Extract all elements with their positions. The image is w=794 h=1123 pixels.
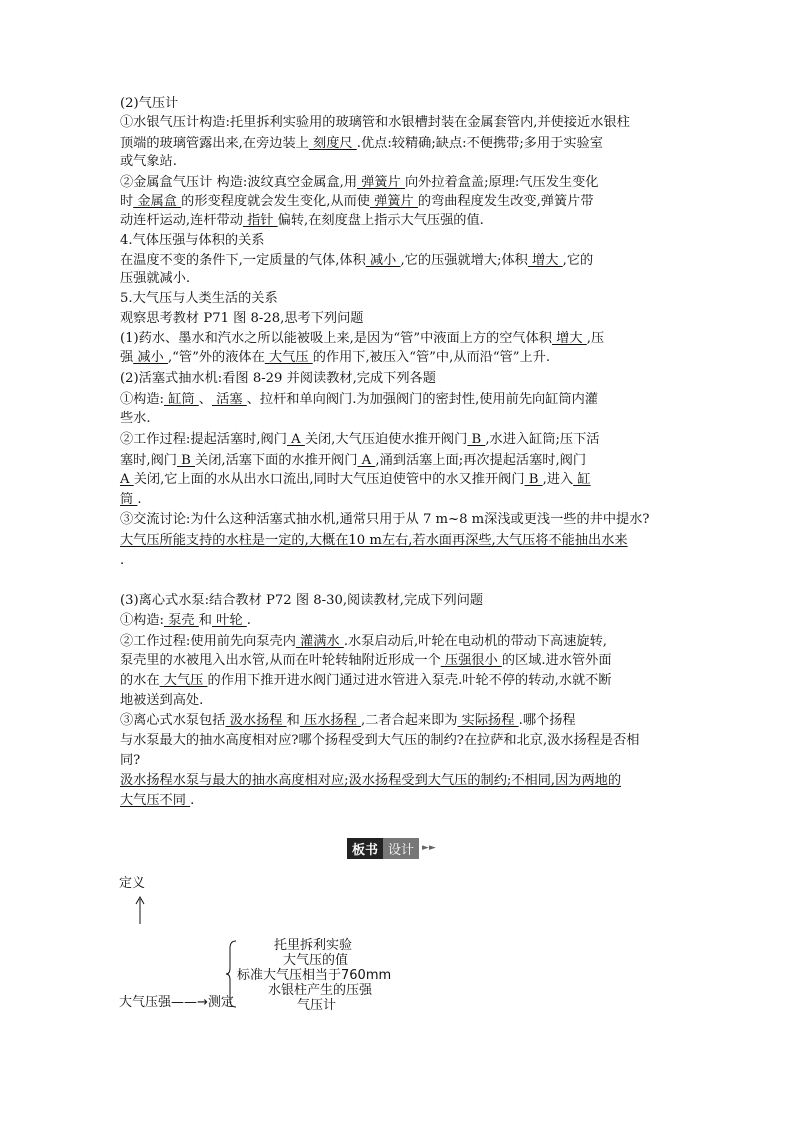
text-segment: 关闭,大气压迫使水推开阀门: [304, 432, 468, 447]
text-segment: 、: [198, 392, 212, 407]
text-segment: .: [246, 613, 251, 628]
text-segment: .: [190, 793, 195, 808]
text-segment: 的形变程度就会发生变化,从而使: [181, 194, 370, 209]
text-line: [120, 154, 177, 170]
text-segment: .优点:较精确;缺点:不便携带;多用于实验室: [356, 136, 603, 151]
answer-blank: A: [286, 432, 305, 447]
text-segment: (2)活塞式抽水机:看图 8-29 并阅读教材,完成下列各题: [120, 371, 436, 386]
text-segment: 观察思考教材 P71 图 8-28,思考下列问题: [120, 311, 364, 326]
answer-blank: 大气压所能支持的水柱是一定的,大概在10 m左右,若水面再深些,大气压将不能抽出水来: [120, 533, 628, 548]
answer-blank: 金属盒: [133, 194, 182, 209]
text-line: [120, 291, 278, 307]
answer-blank: 汲水扬程: [225, 713, 287, 728]
text-line: [120, 553, 124, 569]
text-segment: 或气象站.: [120, 154, 177, 169]
text-line: [120, 593, 483, 609]
answer-blank: 泵壳: [164, 613, 199, 628]
text-line: [120, 194, 594, 210]
text-segment: (3)离心式水泵:结合教材 P72 图 8-30,阅读教材,完成下列问题: [120, 593, 484, 608]
text-segment: 动连杆运动,连杆带动: [120, 213, 243, 228]
text-segment: 塞时,阀门: [120, 453, 177, 468]
text-segment: 压强就减小.: [120, 271, 191, 286]
up-arrow-icon: [133, 895, 147, 925]
text-segment: 、拉杆和单向阀门.为加强阀门的密封性,使用前先向缸筒内灌: [246, 392, 598, 407]
text-segment: 的水在: [120, 673, 160, 688]
answer-blank: 大气压: [264, 350, 313, 365]
text-line: [120, 693, 203, 709]
board-design-banner: [347, 838, 436, 858]
text-segment: ②金属盒气压计 构造:波纹真空金属盒,用: [120, 175, 358, 190]
text-line: [120, 371, 436, 387]
text-line: [120, 793, 194, 809]
text-segment: 的作用下推开进水阀门通过进水管进入泵壳.叶轮不停的转动,水就不断: [207, 673, 612, 688]
text-segment: .: [120, 553, 125, 568]
answer-blank: 汲水扬程水泵与最大的抽水高度相对应;汲水扬程受到大气压的制约;不相同,因为两地的: [120, 773, 622, 788]
text-segment: ,“管”外的液体在: [167, 350, 265, 365]
text-line: [120, 613, 251, 629]
text-segment: ③离心式水泵包括: [120, 713, 226, 728]
text-line: [120, 533, 628, 549]
diagram-item-torricelli: 托里拆利实验: [274, 938, 353, 953]
text-segment: 4.气体压强与体积的关系: [120, 233, 265, 248]
text-segment: 向外拉着盒盖;原理:气压发生变化: [404, 175, 599, 190]
text-line: [120, 271, 190, 287]
text-line: [120, 175, 598, 191]
answer-blank: B: [467, 432, 486, 447]
text-segment: ①构造:: [120, 613, 165, 628]
text-line: [120, 411, 151, 427]
answer-blank: 活塞: [211, 392, 247, 407]
text-line: [120, 773, 621, 789]
diagram-item-barometer: 气压计: [297, 998, 337, 1013]
diagram-item-value: 大气压的值: [283, 953, 349, 968]
diagram-item-standard: 标准大气压相当于760mm: [237, 968, 392, 983]
text-line: [120, 713, 576, 729]
answer-blank: 实际扬程: [457, 713, 519, 728]
text-segment: 的作用下,被压入“管”中,从而沿“管”上升.: [312, 350, 551, 365]
text-segment: ,涌到活塞上面;再次提起活塞时,阀门: [375, 453, 587, 468]
answer-blank: 叶轮: [211, 613, 247, 628]
text-line: [120, 233, 264, 249]
answer-blank: 弹簧片: [369, 194, 418, 209]
text-segment: .哪个扬程: [518, 713, 576, 728]
diagram-root-label: [119, 991, 234, 1010]
text-segment: 与水泵最大的抽水高度相对应?哪个扬程受到大气压的制约?在拉萨和北京,汲水扬程是否相: [120, 733, 640, 748]
text-line: [120, 432, 599, 448]
text-segment: 在温度不变的条件下,一定质量的气体,体积: [120, 253, 366, 268]
text-segment: (1)药水、墨水和汽水之所以能被吸上来,是因为“管”中液面上方的空气体积: [120, 331, 552, 346]
text-segment: 关闭,活塞下面的水推开阀门: [195, 453, 358, 468]
text-line: [120, 472, 591, 488]
text-segment: 顶端的玻璃管露出来,在旁边装上: [120, 136, 309, 151]
text-segment: ,水进入缸筒;压下活: [485, 432, 600, 447]
text-line: [120, 311, 364, 327]
text-segment: 时: [120, 194, 134, 209]
answer-blank: B: [524, 472, 543, 487]
answer-blank: 缸: [573, 472, 591, 487]
answer-blank: 指针: [242, 213, 278, 228]
text-segment: 强: [120, 350, 134, 365]
text-segment: ②工作过程:使用前先向泵壳内: [120, 634, 296, 649]
diagram-root: 大气压强: [119, 995, 172, 1010]
text-line: [120, 512, 650, 528]
text-segment: (2)气压计: [120, 96, 179, 111]
diagram-arrow: ——→: [171, 995, 208, 1010]
text-line: [120, 733, 639, 749]
text-line: [120, 331, 604, 347]
answer-blank: 减小: [365, 253, 401, 268]
text-line: [120, 136, 603, 152]
diagram-item-mercury: 水银柱产生的压强: [268, 983, 373, 998]
text-segment: 和: [198, 613, 212, 628]
text-line: [120, 453, 586, 469]
text-segment: 的区域.进水管外面: [501, 653, 612, 668]
text-line: [120, 213, 484, 229]
text-segment: 些水.: [120, 411, 151, 426]
answer-blank: 增大: [527, 253, 563, 268]
answer-blank: 刻度尺: [308, 136, 357, 151]
banner-label-board: 板书: [347, 838, 383, 859]
text-segment: .水泵启动后,叶轮在电动机的带动下高速旋转,: [343, 634, 607, 649]
answer-blank: A: [120, 472, 134, 487]
answer-blank: 压水扬程: [299, 713, 361, 728]
answer-blank: 大气压不同: [120, 793, 191, 808]
text-segment: 地被送到高处.: [120, 693, 204, 708]
answer-blank: B: [176, 453, 196, 468]
text-segment: 偏转,在刻度盘上指示大气压强的值.: [277, 213, 484, 228]
text-line: [120, 653, 612, 669]
text-segment: 关闭,它上面的水从出水口流出,同时大气压迫使管中的水又推开阀门: [133, 472, 525, 487]
text-line: [120, 115, 630, 131]
diagram-top-label: 定义: [119, 876, 146, 891]
answer-blank: 增大: [551, 331, 587, 346]
text-line: [120, 492, 142, 508]
text-line: [120, 673, 612, 689]
text-line: [120, 392, 598, 408]
answer-blank: 缸筒: [164, 392, 199, 407]
text-line: [120, 634, 607, 650]
text-segment: ①构造:: [120, 392, 165, 407]
text-line: [120, 753, 140, 769]
answer-blank: 灌满水: [295, 634, 344, 649]
text-line: [120, 350, 550, 366]
diagram-branch: 测定: [207, 995, 234, 1010]
answer-blank: 大气压: [159, 673, 208, 688]
answer-blank: 压强很小: [440, 653, 502, 668]
text-segment: ,它的压强就增大;体积: [400, 253, 528, 268]
text-segment: ,压: [586, 331, 605, 346]
text-segment: 同?: [120, 753, 141, 768]
text-line: [120, 253, 593, 269]
text-segment: ①水银气压计构造:托里拆利实验用的玻璃管和水银槽封装在金属套管内,并使接近水银柱: [120, 115, 630, 130]
text-segment: 的弯曲程度发生改变,弹簧片带: [417, 194, 594, 209]
answer-blank: 弹簧片: [357, 175, 405, 190]
banner-arrows-icon: ►►: [422, 843, 436, 853]
text-segment: ,它的: [562, 253, 594, 268]
text-segment: 和: [286, 713, 300, 728]
text-segment: ,二者合起来即为: [360, 713, 458, 728]
answer-blank: 筒: [120, 492, 138, 507]
text-line: [120, 96, 178, 112]
text-segment: ②工作过程:提起活塞时,阀门: [120, 432, 287, 447]
text-segment: 5.大气压与人类生活的关系: [120, 291, 278, 306]
text-segment: .: [137, 492, 142, 507]
answer-blank: A: [357, 453, 376, 468]
answer-blank: 减小: [133, 350, 168, 365]
text-segment: ③交流讨论:为什么这种活塞式抽水机,通常只用于从 7 m~8 m深浅或更浅一些的井中提水?: [120, 512, 650, 527]
text-segment: ,进入: [542, 472, 574, 487]
text-segment: 泵壳里的水被甩入出水管,从而在叶轮转轴附近形成一个: [120, 653, 441, 668]
banner-label-design: 设计: [383, 838, 419, 859]
